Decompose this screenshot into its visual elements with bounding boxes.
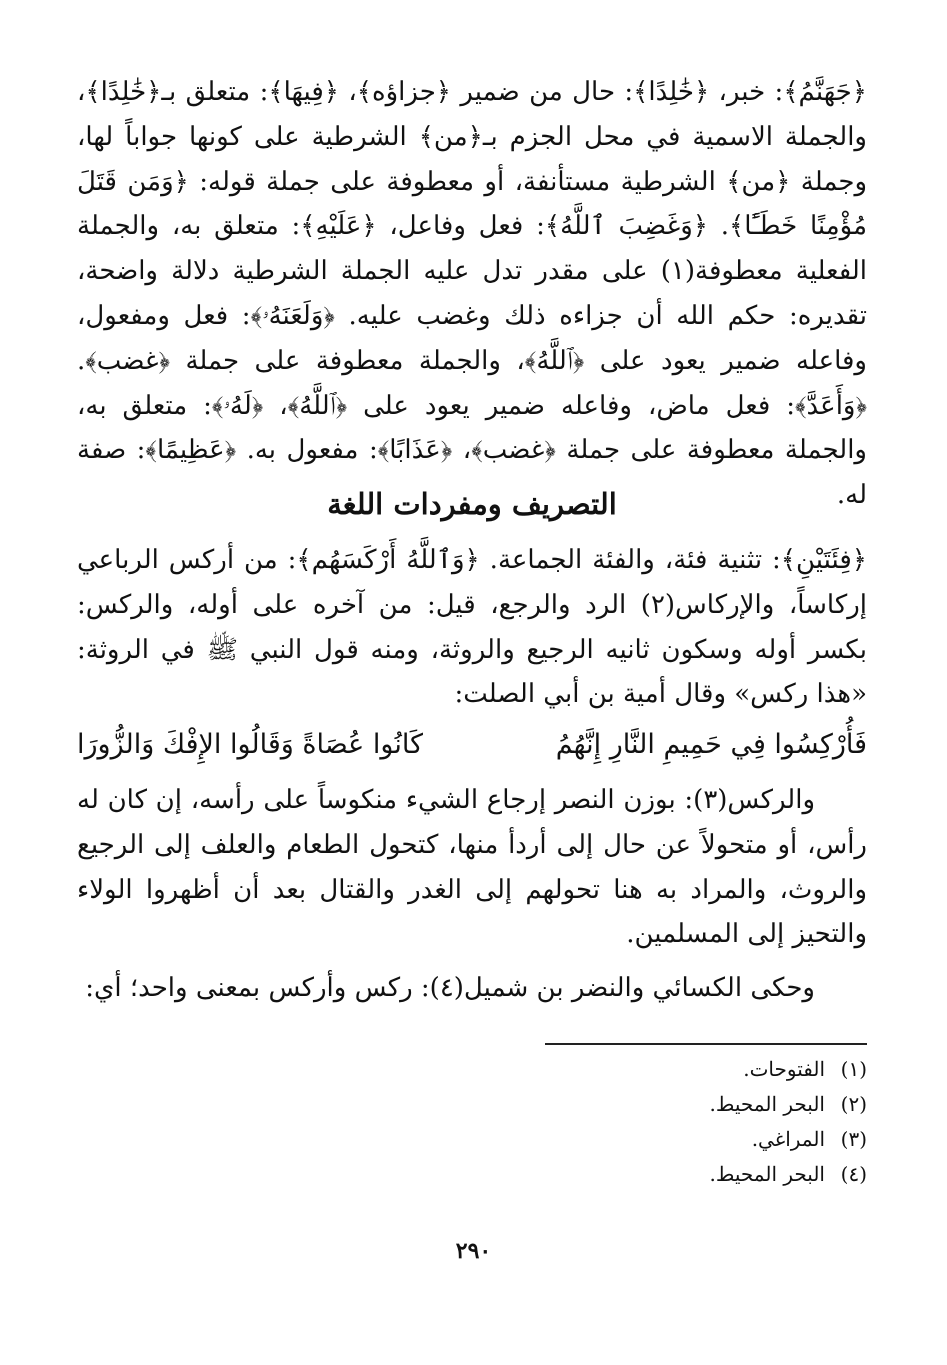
paragraph-text: والركس(٣): بوزن النصر إرجاع الشيء منكوساً على رأسه، إن كان له رأس، أو متحولاً عن حال إلى أردأ منها، كتحول الطعام والعلف إلى الرجيع والروث، والمراد به هنا تحولهم إلى الغدر والقتال بعد أن أظهروا الولاء والتحيز إلى المسلمين. — [77, 785, 867, 950]
footnote-text: البحر المحيط. — [709, 1162, 825, 1186]
paragraph-text: ﴿فِئَتَيْنِ﴾: تثنية فئة، والفئة الجماعة. ﴿وَٱللَّهُ أَرْكَسَهُم﴾: من أركس الرباعي إركاساً، والإركاس(٢) الرد والرجع، قيل: من آخره على أوله، والركس: بكسر أوله وسكون ثانيه الرجيع والروثة، ومنه قول النبي ﷺ في الروثة: «هذا ركس» وقال أمية بن أبي الصلت: — [77, 545, 867, 710]
footnote-text: المراغي. — [751, 1127, 825, 1151]
section-heading: التصريف ومفردات اللغة — [327, 487, 617, 521]
page-number: ٢٩٠ — [455, 1238, 492, 1264]
footnote-item — [467, 1122, 867, 1157]
footnote-item — [467, 1052, 867, 1087]
footnote-divider — [545, 1043, 867, 1045]
footnote-number: (٣) — [840, 1127, 867, 1151]
footnotes-list — [467, 1052, 867, 1192]
footnote-number: (٤) — [840, 1162, 867, 1186]
footnote-item — [467, 1157, 867, 1192]
paragraph-text: ﴿جَهَنَّمُ﴾: خبر، ﴿خَٰلِدًا﴾: حال من ضمير ﴿جزاؤه﴾، ﴿فِيهَا﴾: متعلق بـ﴿خَٰلِدًا﴾، والجملة الاسمية في محل الجزم بـ﴿من﴾ الشرطية على كونها جواباً لها، وجملة ﴿من﴾ الشرطية مستأنفة، أو معطوفة على جملة قوله: ﴿وَمَن قَتَلَ مُؤْمِنًا خَطَـًٔا﴾. ﴿وَغَضِبَ ٱللَّهُ﴾: فعل وفاعل، ﴿عَلَيْهِ﴾: متعلق به، والجملة الفعلية معطوفة(١) على مقدر تدل عليه الجملة الشرطية دلالة واضحة، تقديره: حكم الله أن جزاءه ذلك وغضب عليه. ﴿وَلَعَنَهُۥ﴾: فعل ومفعول، وفاعله ضمير يعود على ﴿ٱللَّهُ﴾، والجملة معطوفة على جملة ﴿غضب﴾. ﴿وَأَعَدَّ﴾: فعل ماض، وفاعله ضمير يعود على ﴿ٱللَّهُ﴾، ﴿لَهُۥ﴾: متعلق به، والجملة معطوفة على جملة ﴿غضب﴾، ﴿عَذَابًا﴾: مفعول به. ﴿عَظِيمًا﴾: صفة له. — [77, 77, 867, 511]
footnote-text: الفتوحات. — [743, 1057, 825, 1081]
footnote-item — [467, 1087, 867, 1122]
verse-first-hemistich: فَأُرْكِسُوا فِي حَمِيمِ النَّارِ إِنَّهُمُ — [555, 729, 867, 760]
footnote-text: البحر المحيط. — [709, 1092, 825, 1116]
paragraph-riks-definition — [77, 778, 867, 948]
paragraph-vocabulary — [77, 538, 867, 718]
paragraph-kisai-quote — [77, 966, 867, 1014]
footnote-number: (١) — [840, 1057, 867, 1081]
verse-second-hemistich: كَانُوا عُصَاةً وَقَالُوا الإِفْكَ وَالزُّورَا — [77, 729, 423, 760]
footnote-number: (٢) — [840, 1092, 867, 1116]
paragraph-text: وحكى الكسائي والنضر بن شميل(٤): ركس وأركس بمعنى واحد؛ أي: — [85, 973, 815, 1003]
poetry-verse — [77, 720, 867, 770]
